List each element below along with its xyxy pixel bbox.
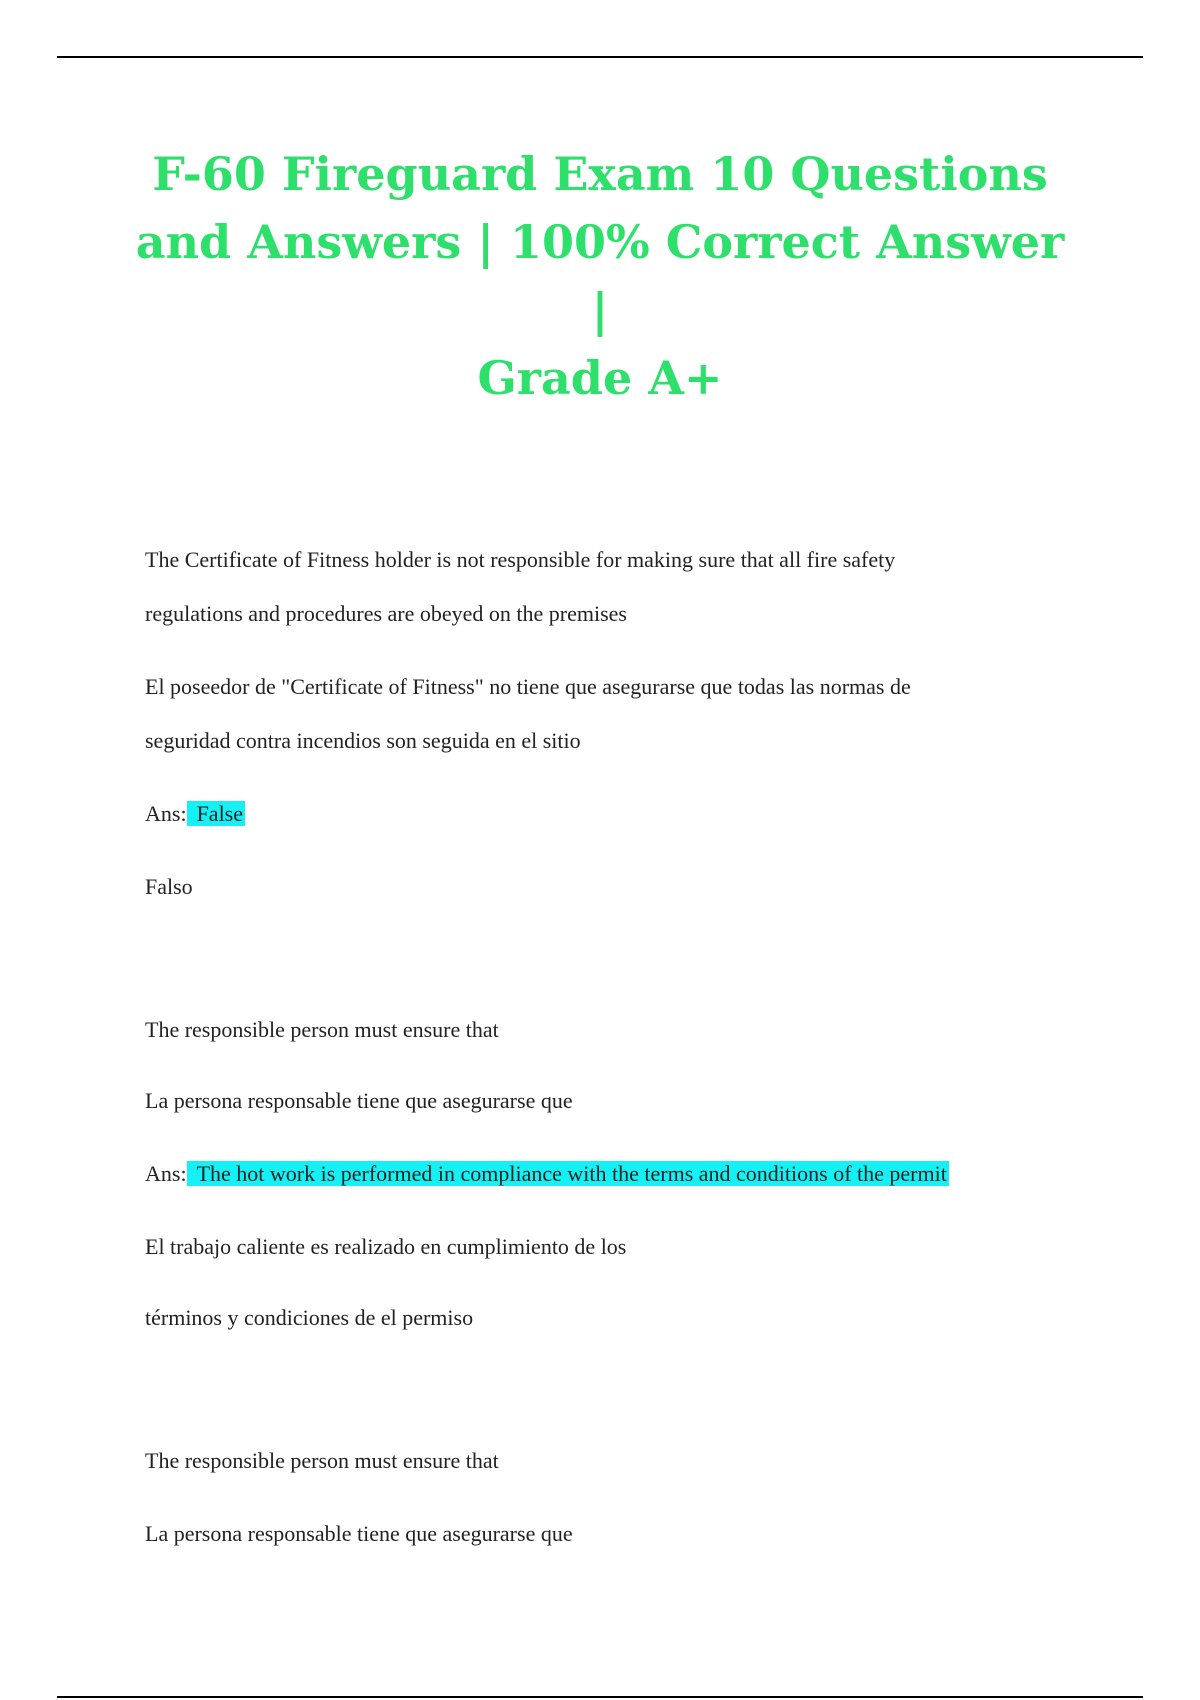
- bottom-rule: [57, 1696, 1143, 1698]
- title-line-1: F-60 Fireguard Exam 10 Questions: [152, 147, 1048, 201]
- q2-answer-highlight: The hot work is performed in compliance with the terms and conditions of the permit: [187, 1161, 949, 1186]
- q1-ans-label: Ans:: [145, 801, 187, 826]
- q2-question-es-line-1: La persona responsable tiene que asegurarse que: [145, 1088, 573, 1113]
- q1-answer-row: [145, 800, 245, 828]
- q1-question-es-line-2: seguridad contra incendios son seguida en el sitio: [145, 728, 581, 753]
- q1-answer-es-line-1: Falso: [145, 874, 193, 899]
- q3-question-en-line-1: The responsible person must ensure that: [145, 1448, 499, 1473]
- q3-question-es-line-1: La persona responsable tiene que asegurarse que: [145, 1521, 573, 1546]
- q1-question-en-line-2: regulations and procedures are obeyed on the premises: [145, 601, 627, 626]
- title-line-3: Grade A+: [477, 351, 723, 405]
- q2-answer-row: [145, 1160, 949, 1188]
- title-line-2: and Answers | 100% Correct Answer |: [135, 215, 1065, 337]
- q1-answer-highlight: False: [187, 801, 245, 826]
- top-rule: [57, 56, 1143, 58]
- q2-answer-es-line-2: términos y condiciones de el permiso: [145, 1305, 474, 1330]
- q2-ans-label: Ans:: [145, 1161, 187, 1186]
- document-title: [120, 140, 1080, 412]
- q1-question-en-line-1: The Certificate of Fitness holder is not responsible for making sure that all fire safety: [145, 547, 896, 572]
- q2-question-en-line-1: The responsible person must ensure that: [145, 1017, 499, 1042]
- q1-question-es-line-1: El poseedor de "Certificate of Fitness" no tiene que asegurarse que todas las normas de: [145, 674, 911, 699]
- q2-answer-es-line-1: El trabajo caliente es realizado en cumplimiento de los: [145, 1234, 627, 1259]
